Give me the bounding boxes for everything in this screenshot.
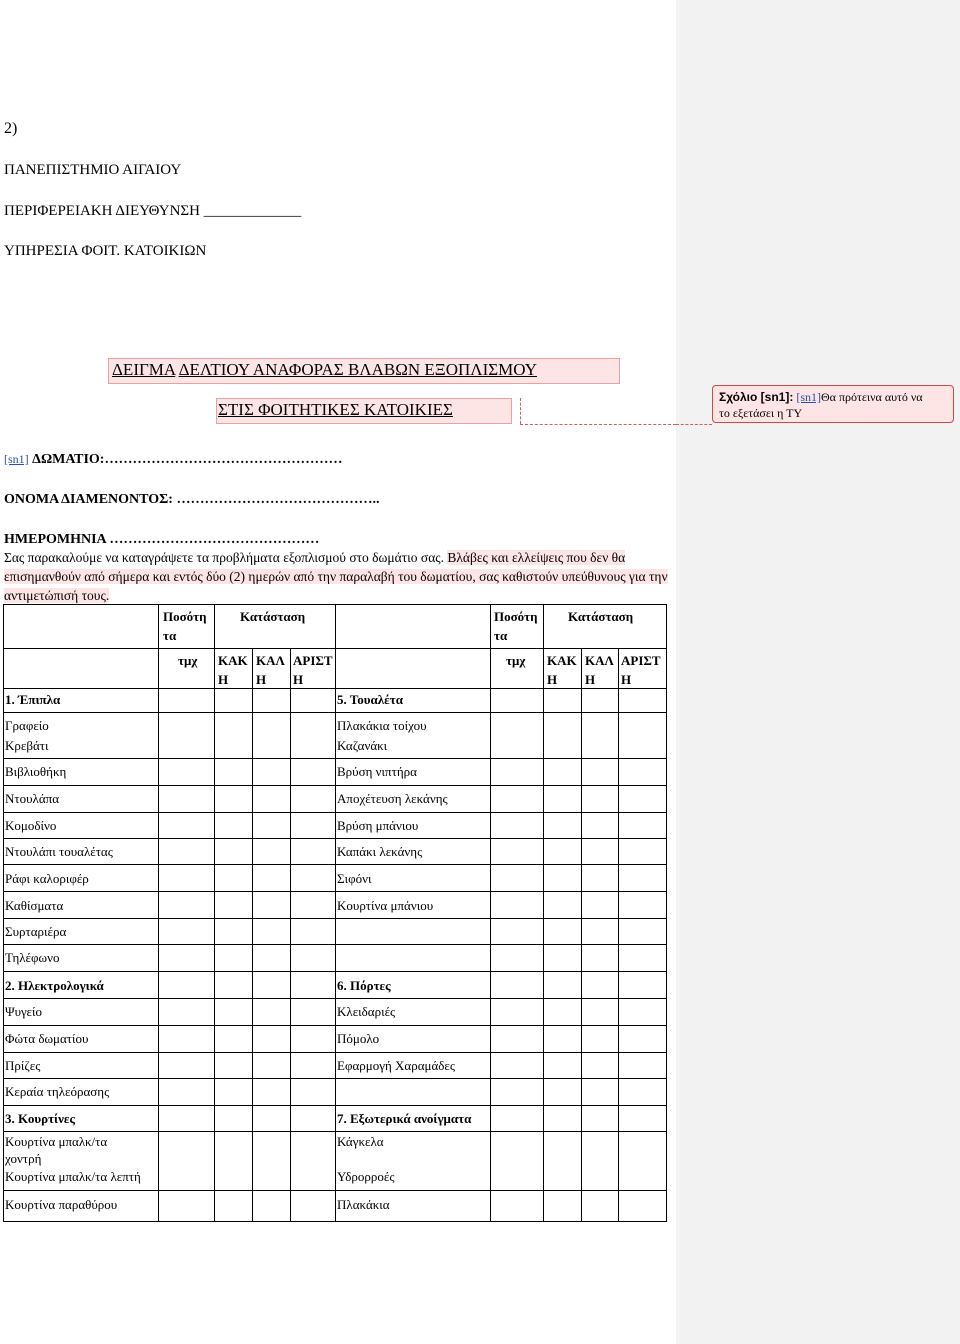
row-separator — [335, 838, 667, 839]
equipment-item: Γραφείο — [5, 718, 49, 733]
comments-margin — [676, 0, 960, 1344]
status-header: Κατάσταση — [240, 609, 306, 624]
section-heading: 2. Ηλεκτρολογικά — [5, 978, 104, 993]
room-field — [4, 452, 342, 468]
equipment-item: Εφαρμογή Χαραμάδες — [337, 1058, 456, 1073]
title-part-1: ΔΕΙΓΜΑ — [112, 360, 176, 379]
equipment-item: Ντουλάπα — [5, 791, 60, 806]
equipment-item: Καπάκι λεκάνης — [337, 844, 423, 859]
equipment-item: Φώτα δωματίου — [5, 1031, 89, 1046]
row-separator — [3, 971, 336, 972]
equipment-item: Πόμολο — [337, 1031, 380, 1046]
qty-header-right: Ποσότη τα — [494, 609, 538, 643]
section-heading: 6. Πόρτες — [337, 978, 391, 993]
comment-ref-link[interactable]: [sn1] — [4, 452, 29, 466]
equipment-item: Ψυγείο — [5, 1004, 43, 1019]
service-name: ΥΠΗΡΕΣΙΑ ΦΟΙΤ. ΚΑΤΟΙΚΙΩΝ — [4, 243, 207, 259]
row-separator — [3, 944, 336, 945]
heading-number: 2) — [4, 120, 18, 137]
row-separator — [3, 758, 336, 759]
status-header-right: Κατάσταση — [568, 609, 634, 624]
section-heading: 5. Τουαλέτα — [337, 692, 403, 707]
equipment-item: Υδρορροές — [337, 1169, 395, 1184]
row-separator — [3, 864, 336, 865]
row-separator — [3, 918, 336, 919]
equipment-item: Κομοδίνο — [5, 818, 57, 833]
equipment-item: Κεραία τηλεόρασης — [5, 1084, 110, 1099]
equipment-item: Κουρτίνα παραθύρου — [5, 1197, 118, 1212]
equipment-item: Καθίσματα — [5, 898, 64, 913]
column-divider — [290, 648, 291, 1222]
section-heading: 7. Εξωτερικά ανοίγματα — [337, 1111, 472, 1126]
excellent-header-right: ΑΡΙΣΤ Η — [621, 653, 661, 687]
equipment-item: Ράφι καλοριφέρ — [5, 871, 89, 886]
row-separator — [335, 785, 667, 786]
equipment-item: Βρύση μπάνιου — [337, 818, 419, 833]
table-border — [3, 604, 4, 1222]
column-divider — [543, 604, 544, 1222]
bad-header: ΚΑΚ Η — [218, 653, 248, 687]
document-subtitle: ΣΤΙΣ ΦΟΙΤΗΤΙΚΕΣ ΚΑΤΟΙΚΙΕΣ — [218, 400, 453, 419]
equipment-item: Κουρτίνα μπαλκ/τα λεπτή — [5, 1169, 141, 1184]
comment-label: Σχόλιο [sn1]: — [719, 390, 794, 404]
regional-directorate-blank: _____________ — [203, 203, 302, 219]
row-separator — [3, 998, 336, 999]
row-separator — [335, 971, 667, 972]
row-separator — [3, 838, 336, 839]
row-separator — [335, 864, 667, 865]
regional-directorate-label: ΠΕΡΙΦΕΡΕΙΑΚΗ ΔΙΕΥΘΥΝΣΗ — [4, 203, 200, 219]
comment-balloon[interactable] — [712, 385, 954, 423]
title-part-2: ΔΕΛΤΙΟΥ ΑΝΑΦΟΡΑΣ ΒΛΑΒΩΝ ΕΞΟΠΛΙΣΜΟΥ — [178, 360, 537, 379]
row-separator — [3, 1131, 336, 1132]
bad-header-right: ΚΑΚ Η — [547, 653, 577, 687]
instructions-paragraph — [4, 548, 672, 605]
equipment-item: Αποχέτευση λεκάνης — [337, 791, 448, 806]
instructions-text: Σας παρακαλούμε να καταγράψετε τα προβλήματα εξοπλισμού στο δωμάτιο σας. — [4, 550, 444, 565]
equipment-item: Πρίζες — [5, 1058, 41, 1073]
column-divider — [490, 604, 491, 1222]
equipment-item: Βρύση νιπτήρα — [337, 764, 417, 779]
unit-header-right: τμχ — [506, 653, 526, 668]
good-header: ΚΑΛ Η — [256, 653, 285, 687]
equipment-item: Πλακάκια — [337, 1197, 390, 1212]
equipment-item: Κουρτίνα μπαλκ/τα — [5, 1134, 108, 1149]
column-divider — [252, 648, 253, 1222]
unit-header: τμχ — [178, 653, 198, 668]
regional-directorate — [4, 203, 301, 220]
row-separator — [3, 1025, 336, 1026]
equipment-item: Κλειδαριές — [337, 1004, 396, 1019]
equipment-item: Κάγκελα — [337, 1134, 384, 1149]
row-separator — [3, 712, 336, 713]
equipment-item: Κρεβάτι — [5, 738, 49, 753]
row-separator — [335, 1025, 667, 1026]
date-field: ΗΜΕΡΟΜΗΝΙΑ ……………………………………… — [4, 532, 320, 547]
row-separator — [335, 1190, 667, 1191]
comment-connector-margin — [676, 424, 712, 425]
equipment-item: Καζανάκι — [337, 738, 388, 753]
equipment-item: χοντρή — [5, 1151, 42, 1166]
row-separator — [335, 1105, 667, 1106]
row-separator — [3, 785, 336, 786]
row-separator — [3, 1078, 336, 1079]
row-separator — [3, 812, 336, 813]
comment-text-line2: το εξετάσει η ΤΥ — [719, 406, 803, 420]
row-separator — [335, 712, 667, 713]
row-separator — [3, 891, 336, 892]
column-divider — [581, 648, 582, 1222]
document-title — [112, 360, 537, 380]
row-separator — [335, 1052, 667, 1053]
university-name: ΠΑΝΕΠΙΣΤΗΜΙΟ ΑΙΓΑΙΟΥ — [4, 162, 182, 178]
room-field-label: ΔΩΜΑΤΙΟ:…………………………………………… — [32, 452, 343, 467]
comment-connector — [520, 424, 676, 425]
row-separator — [335, 944, 667, 945]
qty-header: Ποσότη τα — [163, 609, 207, 643]
comment-ref[interactable]: [sn1] — [796, 390, 822, 404]
row-separator — [335, 812, 667, 813]
instructions-highlighted: Βλάβες και ελλείψεις που δεν θα επισημανθούν από σήμερα και εντός δύο (2) ημερών από την παραλαβή του δωματίου, σας καθιστούν υπεύθυνους για την αντιμετώπισή τους. — [4, 550, 668, 603]
row-separator — [335, 758, 667, 759]
row-separator — [3, 1052, 336, 1053]
comment-anchor-line — [520, 398, 521, 424]
column-divider — [214, 604, 215, 1222]
equipment-item: Συρταριέρα — [5, 924, 67, 939]
equipment-item: Πλακάκια τοίχου — [337, 718, 427, 733]
equipment-item: Τηλέφωνο — [5, 950, 60, 965]
equipment-item: Κουρτίνα μπάνιου — [337, 898, 434, 913]
row-separator — [335, 1078, 667, 1079]
column-divider — [335, 604, 336, 1222]
good-header-right: ΚΑΛ Η — [585, 653, 614, 687]
row-separator — [335, 891, 667, 892]
row-separator — [335, 1131, 667, 1132]
equipment-item: Βιβλιοθήκη — [5, 764, 67, 779]
equipment-item: Ντουλάπι τουαλέτας — [5, 844, 113, 859]
row-separator — [335, 918, 667, 919]
column-divider — [618, 648, 619, 1222]
row-separator — [3, 1190, 336, 1191]
section-heading: 3. Κουρτίνες — [5, 1111, 75, 1126]
excellent-header: ΑΡΙΣΤ Η — [293, 653, 333, 687]
row-separator — [335, 998, 667, 999]
section-heading: 1. Έπιπλα — [5, 692, 61, 707]
resident-name-field: ΟΝΟΜΑ ΔΙΑΜΕΝΟΝΤΟΣ: …………………………………….. — [4, 492, 380, 507]
column-divider — [158, 604, 159, 1222]
row-separator — [3, 1105, 336, 1106]
table-border — [666, 604, 667, 1222]
equipment-item: Σιφόνι — [337, 871, 372, 886]
comment-text-line1: Θα πρότεινα αυτό να — [821, 390, 923, 404]
